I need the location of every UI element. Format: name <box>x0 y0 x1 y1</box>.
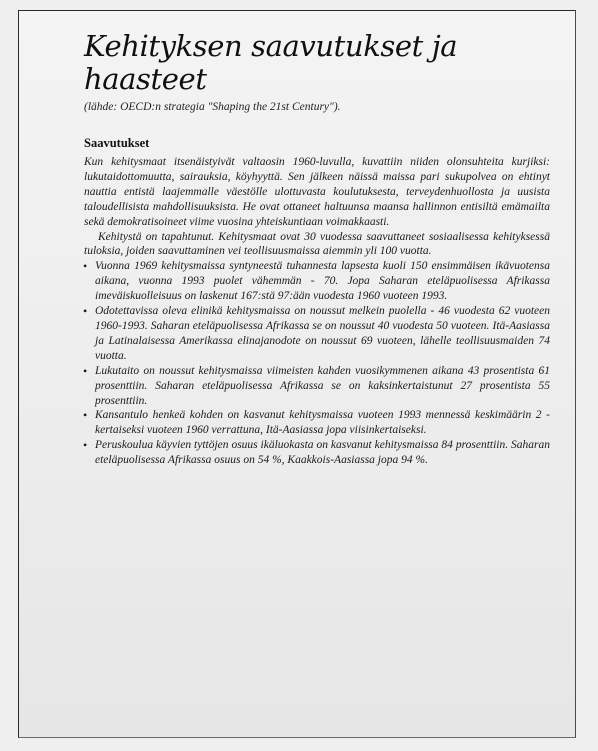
list-item <box>84 408 550 438</box>
intro-paragraph: Kun kehitysmaat itsenäistyivät valtaosin 1960-luvulla, kuvattiin niiden olonsuhteita kurjiksi: lukutaidottomuutta, sairauksia, köyhyyttä. Sen jälkeen näissä maissa pari sukupolvea on ehtinyt nauttia entistä laajemmalle väestölle ulottuvasta koulutuksesta, terveydenhuollosta ja uusista taloudellisista mahdollisuuksista. He ovat ottaneet haltuunsa maansa hallinnon entisiltä emämailta sekä demokratisoineet viime vuosina yhteiskuntiaan voimakkaasti. <box>84 156 550 228</box>
list-item <box>84 364 550 409</box>
list-item <box>84 259 550 304</box>
bullet-icon: • <box>83 438 88 453</box>
list-item-text: Lukutaito on noussut kehitysmaissa viimeisten kahden vuosikymmenen aikana 43 prosentista 61 prosenttiin. Saharan eteläpuolisessa Afrikassa se on kaksinkertaistunut 27 prosentista 55 prosenttiin. <box>95 364 550 407</box>
bullet-icon: • <box>83 408 88 423</box>
bullet-icon: • <box>83 363 88 378</box>
bullet-icon: • <box>83 304 88 319</box>
section-heading: Saavutukset <box>84 136 150 150</box>
achievements-list <box>84 259 550 468</box>
source-note: (lähde: OECD:n strategia "Shaping the 21st Century"). <box>84 101 341 113</box>
bullet-icon: • <box>83 259 88 274</box>
development-paragraph: Kehitystä on tapahtunut. Kehitysmaat ovat 30 vuodessa saavuttaneet sosiaalisessa kehityksessä tuloksia, joiden saavuttaminen vei teollisuusmaissa aiemmin yli 100 vuotta. <box>84 230 550 258</box>
list-item-text: Vuonna 1969 kehitysmaissa syntyneestä tuhannesta lapsesta kuoli 150 ensimmäisen ikävuotensa aikana, vuonna 1993 puolet vähemmän - 70. Jopa Saharan eteläpuolisessa Afrikassa imeväiskuolleisuus on laskenut 167:stä 97:ään vuodesta 1960 vuoteen 1993. <box>95 260 550 303</box>
list-item-text: Odotettavissa oleva elinikä kehitysmaissa on noussut melkein puolella - 46 vuodesta 62 vuoteen 1960-1993. Saharan eteläpuolisessa Afrikassa se on noussut 40 vuodesta 50 vuoteen. Itä-Aasiassa ja Latinalaisessa Amerikassa elinajanodote on noussut 69 vuoteen, lähelle teollisuusmaiden 74 vuotta. <box>95 305 550 362</box>
list-item <box>84 304 550 364</box>
list-item <box>84 438 550 468</box>
list-item-text: Peruskoulua käyvien tyttöjen osuus ikäluokasta on kasvanut kehitysmaissa 84 prosenttiin. Saharan eteläpuolisessa Afrikassa osuus on 54 %, Kaakkois-Aasiassa jopa 94 %. <box>95 439 550 467</box>
article-title: Kehityksen saavutukset ja haasteet <box>84 29 458 96</box>
article <box>84 30 570 468</box>
list-item-text: Kansantulo henkeä kohden on kasvanut kehitysmaissa vuoteen 1993 mennessä keskimäärin 2 -kertaiseksi vuoteen 1960 verrattuna, Itä-Aasiassa jopa viisinkertaiseksi. <box>95 409 550 437</box>
